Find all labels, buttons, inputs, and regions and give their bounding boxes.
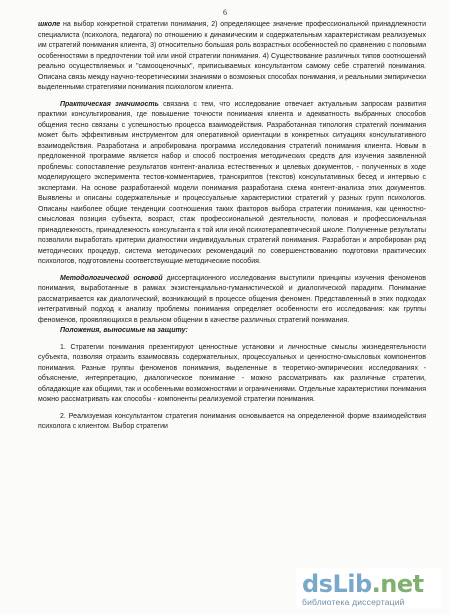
defense-heading-text: Положения, выносимые на защиту: <box>60 327 188 334</box>
paragraph-methodology <box>38 274 426 327</box>
paragraph-1 <box>38 20 426 94</box>
dslib-logo <box>302 570 424 598</box>
paragraph-methodology-lead: Методологической основой <box>60 274 163 282</box>
paragraph-practical <box>38 100 426 268</box>
paragraph-practical-lead: Практическая значимость <box>60 100 159 108</box>
defense-heading <box>38 326 426 337</box>
logo-main-text: dsLib <box>302 570 372 598</box>
paragraph-practical-text: связана с тем, что исследование отвечает актуальным запросам развития практики консультирования, где повышение точности понимания клиента и адекватность выбранных способов общения тесно связаны с успешностью процесса взаимодействия. Разработанная типология стратегий понимания может быть эффективным инструментом для оперативной ориентации в конкретных ситуациях консультативного взаимодействия. Разработана и апробирована программа исследования стратегий понимания клиента. Новым в предложенной программе является набор и способ построения методических средств для изучения заявленной проблемы: сопоставление результатов контент-анализа естественных и целевых документов, - полученных в ходе моделирующего эксперимента тестов-комментариев, транскриптов (текстов) консультативных бесед и интервью с экспертами. На основе разработанной модели понимания разработана схема контент-анализа этих документов. Выявлены и описаны содержательные и процессуальные характеристики стратегий у разных групп психологов. Описаны наиболее общие тенденции соотношения таких факторов выбора стратегии понимания, как ценностно-смысловая позиция субъекта, возраст, стаж профессиональной деятельности, половая и профессиональная принадлежность, принадлежность консультанта к той или иной психотерапевтической школе. Полученные результаты позволили выработать критерии диагностики индивидуальных стратегий понимания. Разработан и апробирован ряд методических процедур, система методических рекомендаций по совершенствованию подготовки практических психологов, подготовлены соответствующие методические пособия. <box>38 100 427 265</box>
paragraph-1-lead: школе <box>38 21 61 28</box>
thesis-2 <box>38 412 426 433</box>
page-number: 6 <box>223 8 227 17</box>
body-text <box>38 20 426 433</box>
dslib-watermark[interactable] <box>296 568 442 608</box>
paragraph-1-text: на выбор конкретной стратегии понимания, 2) определяющее значение профессиональной принадлежности специалиста (психолога, педагога) по отношению к динамическим и содержательным характеристикам реализуемых им стратегий понимания клиента, 3) относительно большая роль возрастных особенностей по сравнению с половыми особенностями в предпочтении той или иной стратегии понимания. 4) Существование различных типов соотношений реально осуществляемых и "самооценочных", приписываемых консультантом самому себе стратегий понимания. Описана связь между научно-теоретическими знаниями о возможных способах понимания, и реальными эмпирически выделенными стратегиями понимания психологом клиента. <box>38 21 426 91</box>
thesis-2-text: 2. Реализуемая консультантом стратегия понимания основывается на определенной форме взаимодействия психолога с клиентом. Выбор стратегии <box>38 412 426 430</box>
thesis-1-text: 1. Стратегии понимания презентируют ценностные установки и личностные смыслы жизнедеятельности субъекта, позволяя отразить взаимосвязь содержательных, процессуальных и ценностно-смысловых компонентов понимания. Разные группы феноменов понимания, выделенные в теоретико-эмпирических исследованиях - объяснение, интерпретацию, диалогическое понимание - можно рассматривать как различные стратегии, обладающие как общими, так и особенными возможностями и ограничениями. Отдельные характеристики понимания можно рассматривать как способы - компоненты реализуемой стратегии понимания. <box>38 343 426 403</box>
paragraph-methodology-text: диссертационного исследования выступили принципы изучения феноменов понимания, выработанные в рамках экзистенциально-гуманистической и диалогической парадигм. Понимание рассматривается как диалогический, возникающий в процессе общения феномен. Представленный в этих подходах интегративный подход к анализу проблемы понимания определяет особенности его исследования: как группы феноменов, проявляющихся в реальном общении в качестве различных стратегий понимания. <box>38 274 427 324</box>
thesis-1 <box>38 343 426 406</box>
logo-tld-text: .net <box>371 570 424 598</box>
watermark-subtitle: библиотека диссертаций <box>302 597 405 607</box>
